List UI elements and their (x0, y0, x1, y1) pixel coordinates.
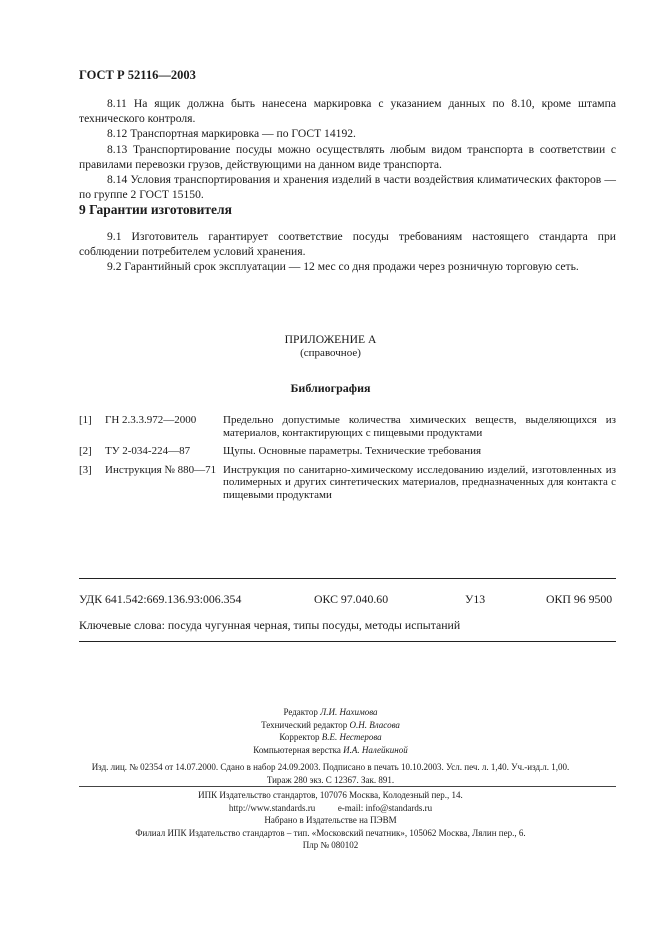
publisher-website[interactable]: http://www.standards.ru (228, 802, 316, 813)
publisher-line-3: Набрано в Издательстве на ПЭВМ (264, 815, 397, 825)
oks-code: ОКС 97.040.60 (314, 592, 389, 606)
paragraph-8-11: 8.11 На ящик должна быть нанесена маркировка с указанием данных по 8.10, кроме штампа технического контроля. (79, 97, 616, 126)
bib-desc: Инструкция по санитарно-химическому исследованию изделий, изготовленных из полимерных и других синтетических материалов, предназначенных для контакта с пищевыми продуктами (223, 463, 616, 501)
bibliography-title: Библиография (290, 381, 371, 395)
paragraph-9-1: 9.1 Изготовитель гарантирует соответствие посуды требованиям настоящего стандарта при соблюдении потребителем условий хранения. (79, 230, 616, 259)
paragraph-9-2: 9.2 Гарантийный срок эксплуатации — 12 мес со дня продажи через розничную торговую сеть. (107, 260, 579, 274)
classification-rule (79, 578, 616, 579)
publisher-line-1: ИПК Издательство стандартов, 107076 Москва, Колодезный пер., 14. (198, 790, 463, 800)
paragraph-8-12: 8.12 Транспортная маркировка — по ГОСТ 14192. (107, 127, 356, 141)
bib-desc: Щупы. Основные параметры. Технические требования (223, 445, 482, 457)
bib-doc: ГН 2.3.3.972—2000 (105, 414, 197, 426)
printing-rule (79, 786, 616, 787)
editor-line: Редактор Л.И. Нахимова (283, 707, 378, 717)
publisher-email[interactable]: e-mail: info@standards.ru (337, 802, 433, 813)
okp-code: ОКП 96 9500 (546, 592, 613, 606)
printing-line-2: Тираж 280 экз. С 12367. Зак. 891. (266, 774, 395, 785)
credits (0, 706, 661, 756)
section-9-title: 9 Гарантии изготовителя (79, 202, 232, 217)
keywords-rule (79, 641, 616, 642)
corrector-line: Корректор В.Е. Нестерова (279, 732, 382, 742)
printing-info (0, 761, 661, 786)
keywords: Ключевые слова: посуда чугунная черная, типы посуды, методы испытаний (79, 618, 461, 632)
publisher-contacts (0, 802, 661, 815)
bib-ref: [2] (79, 445, 92, 457)
section-9-text (79, 229, 616, 275)
paragraph-8-13: 8.13 Транспортирование посуды можно осуществлять любым видом транспорта в соответствии с правилами перевозки грузов, действующими на данном виде транспорта. (79, 142, 616, 171)
bib-doc: Инструкция № 880—71 (105, 463, 217, 476)
publisher-line-4: Филиал ИПК Издательство стандартов – тип. «Московский печатник», 105062 Москва, Лялин пер., 6. (135, 827, 526, 838)
bibliography-item (79, 464, 616, 502)
publisher-info (0, 789, 661, 852)
udk-code: УДК 641.542:669.136.93:006.354 (79, 592, 242, 606)
bib-doc: ТУ 2-034-224—87 (105, 445, 191, 457)
section-8-text (79, 96, 616, 202)
paragraph-8-14: 8.14 Условия транспортирования и хранения изделий в части воздействия климатических факторов — по группе 2 ГОСТ 15150. (79, 173, 616, 202)
bib-ref: [3] (79, 463, 92, 476)
tech-editor-line: Технический редактор О.Н. Власова (261, 719, 400, 730)
appendix-subtitle: (справочное) (300, 347, 361, 359)
printing-line-1: Изд. лиц. № 02354 от 14.07.2000. Сдано в набор 24.09.2003. Подписано в печать 10.10.2003. Усл. печ. л. 1,40. Уч.-изд.л. 1,00. (91, 762, 570, 772)
bib-desc: Предельно допустимые количества химических веществ, выделяющихся из материалов, контактирующих с пищевыми продуктами (223, 414, 616, 439)
bibliography-item (79, 445, 616, 458)
appendix-title: ПРИЛОЖЕНИЕ А (284, 333, 377, 346)
document-header: ГОСТ Р 52116—2003 (79, 68, 196, 82)
publisher-line-5: Плр № 080102 (302, 840, 359, 850)
bib-ref: [1] (79, 414, 92, 426)
u-code: У13 (465, 592, 486, 606)
bibliography-list (79, 414, 616, 507)
bibliography-item (79, 414, 616, 439)
layout-line: Компьютерная верстка И.А. Налейкиной (253, 744, 408, 755)
